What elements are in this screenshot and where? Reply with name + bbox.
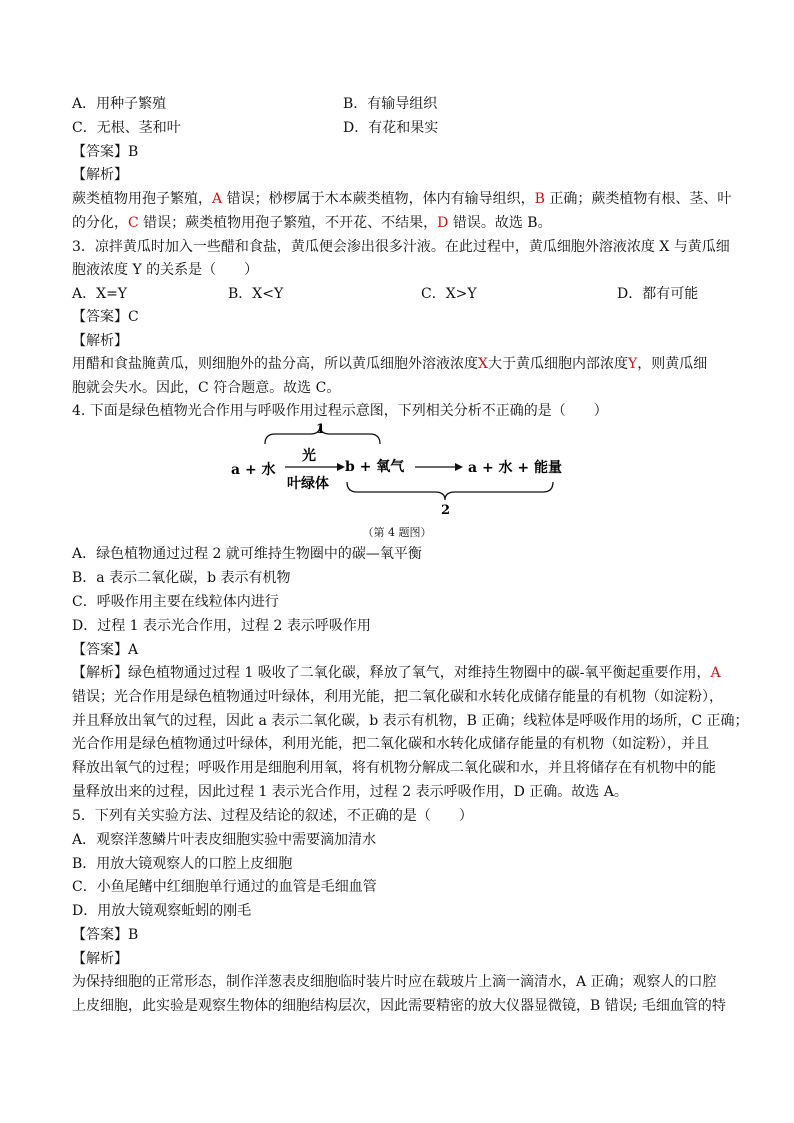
q2-option-a: A．用种子繁殖 <box>72 96 167 112</box>
q5-analysis-label: 【解析】 <box>72 951 128 967</box>
q2-analysis-text: 的分化， <box>72 215 128 231</box>
q4-highlight: A <box>710 665 721 681</box>
diagram-middle: b + 氧气 <box>345 459 405 475</box>
diagram-label-1: 1 <box>316 422 326 437</box>
q5-option-a: A．观察洋葱鳞片叶表皮细胞实验中需要滴加清水 <box>72 832 377 848</box>
q2-option-b: B．有输导组织 <box>343 96 438 112</box>
q2-analysis-text: 错误。故选 B。 <box>448 215 552 231</box>
arrow-1-head <box>337 463 345 471</box>
q4-analysis-line-1 <box>72 663 721 683</box>
q3-stem-line-1: 3．凉拌黄瓜时加入一些醋和食盐，黄瓜便会渗出很多汁液。在此过程中，黄瓜细胞外溶液浓度 X 与黄瓜细 <box>72 239 730 255</box>
q2-analysis-label: 【解析】 <box>72 167 128 183</box>
q5-stem: 5．下列有关实验方法、过程及结论的叙述，不正确的是（ ） <box>72 808 473 824</box>
diagram-left-side: a + 水 <box>231 462 276 478</box>
diagram-arrow-top: 光 <box>302 448 316 464</box>
q5-answer: 【答案】B <box>72 927 139 943</box>
q3-analysis-text: ，则黄瓜细 <box>637 356 708 372</box>
q4-option-d: D．过程 1 表示光合作用，过程 2 表示呼吸作用 <box>72 618 371 634</box>
q2-analysis-line-2 <box>72 213 552 233</box>
q2-analysis-text: 错误；蕨类植物用孢子繁殖，不开花、不结果， <box>138 215 438 231</box>
q2-option-d: D．有花和果实 <box>343 120 439 136</box>
q4-option-a: A．绿色植物通过过程 2 就可维持生物圈中的碳—氧平衡 <box>72 546 422 562</box>
q3-highlight: X <box>478 356 488 372</box>
q3-stem-line-2: 胞液浓度 Y 的关系是（ ） <box>72 262 259 278</box>
q3-option-d: D．都有可能 <box>617 286 699 302</box>
q2-analysis-text: 错误；桫椤属于木本蕨类植物，体内有输导组织， <box>222 191 535 207</box>
q4-analysis-line-6: 量释放出来的过程，因此过程 1 表示光合作用，过程 2 表示呼吸作用，D 正确。故选 A。 <box>72 784 628 800</box>
q4-analysis-text: 绿色植物通过过程 1 吸收了二氧化碳，释放了氧气，对维持生物圈中的碳-氧平衡起重要作用， <box>128 665 711 681</box>
diagram-right-side: a + 水 + 能量 <box>468 460 563 476</box>
q5-option-d: D．用放大镜观察蚯蚓的刚毛 <box>72 903 252 919</box>
q3-option-c: C．X>Y <box>421 286 477 302</box>
q3-analysis-text: 用醋和食盐腌黄瓜，则细胞外的盐分高，所以黄瓜细胞外溶液浓度 <box>72 356 478 372</box>
q2-analysis-line-1 <box>72 189 731 209</box>
q2-highlight: C <box>128 215 139 231</box>
q4-analysis-label: 【解析】 <box>72 665 128 681</box>
q4-option-c: C．呼吸作用主要在线粒体内进行 <box>72 594 279 610</box>
q5-analysis-line-1: 为保持细胞的正常形态，制作洋葱表皮细胞临时装片时应在载玻片上滴一滴清水，A 正确；观察人的口腔 <box>72 974 717 990</box>
q5-option-c: C．小鱼尾鳍中红细胞单行通过的血管是毛细血管 <box>72 879 377 895</box>
q5-analysis-line-2: 上皮细胞，此实验是观察生物体的细胞结构层次，因此需要精密的放大仪器显微镜，B 错误; 毛细血管的特 <box>72 998 726 1014</box>
q2-highlight: D <box>437 215 449 231</box>
arrow-2-head <box>455 463 463 471</box>
q2-analysis-text: 正确；蕨类植物有根、茎、叶 <box>544 191 732 207</box>
brace-2 <box>347 482 553 500</box>
q4-analysis-line-5: 释放出氧气的过程；呼吸作用是细胞利用氧，将有机物分解成二氧化碳和水，并且将储存在有机物中的能 <box>72 760 716 776</box>
q2-analysis-text: 蕨类植物用孢子繁殖， <box>72 191 212 207</box>
q2-highlight: A <box>212 191 223 207</box>
q2-highlight: B <box>534 191 545 207</box>
q2-answer: 【答案】B <box>72 144 139 160</box>
q3-analysis-text: 大于黄瓜细胞内部浓度 <box>487 356 628 372</box>
q3-option-a: A．X=Y <box>72 286 128 302</box>
q3-highlight: Y <box>627 356 638 372</box>
q4-process-diagram <box>225 422 575 530</box>
q4-option-b: B．a 表示二氧化碳，b 表示有机物 <box>72 570 291 586</box>
diagram-arrow-bottom: 叶绿体 <box>287 476 329 492</box>
diagram-label-2: 2 <box>441 503 451 518</box>
q4-stem: 4. 下面是绿色植物光合作用与呼吸作用过程示意图，下列相关分析不正确的是（ ） <box>72 403 608 419</box>
q3-answer: 【答案】C <box>72 309 139 325</box>
q3-analysis-label: 【解析】 <box>72 333 128 349</box>
q5-option-b: B．用放大镜观察人的口腔上皮细胞 <box>72 856 293 872</box>
q4-figure-caption: （第 4 题图） <box>362 526 432 539</box>
q3-analysis-line-2: 胞就会失水。因此，C 符合题意。故选 C。 <box>72 380 341 396</box>
q3-option-b: B．X<Y <box>228 286 284 302</box>
q4-analysis-line-4: 光合作用是绿色植物通过叶绿体，利用光能，把二氧化碳和水转化成储存能量的有机物（如淀粉），并且 <box>72 736 709 752</box>
q3-analysis-line-1 <box>72 354 707 374</box>
q4-analysis-line-3: 并且释放出氧气的过程，因此 a 表示二氧化碳，b 表示有机物，B 正确；线粒体是呼吸作用的场所，C 正确； <box>72 713 749 729</box>
q4-answer: 【答案】A <box>72 642 139 658</box>
q2-option-c: C．无根、茎和叶 <box>72 120 181 136</box>
q4-analysis-line-2: 错误；光合作用是绿色植物通过叶绿体，利用光能，把二氧化碳和水转化成储存能量的有机物（如淀粉）， <box>72 689 723 705</box>
